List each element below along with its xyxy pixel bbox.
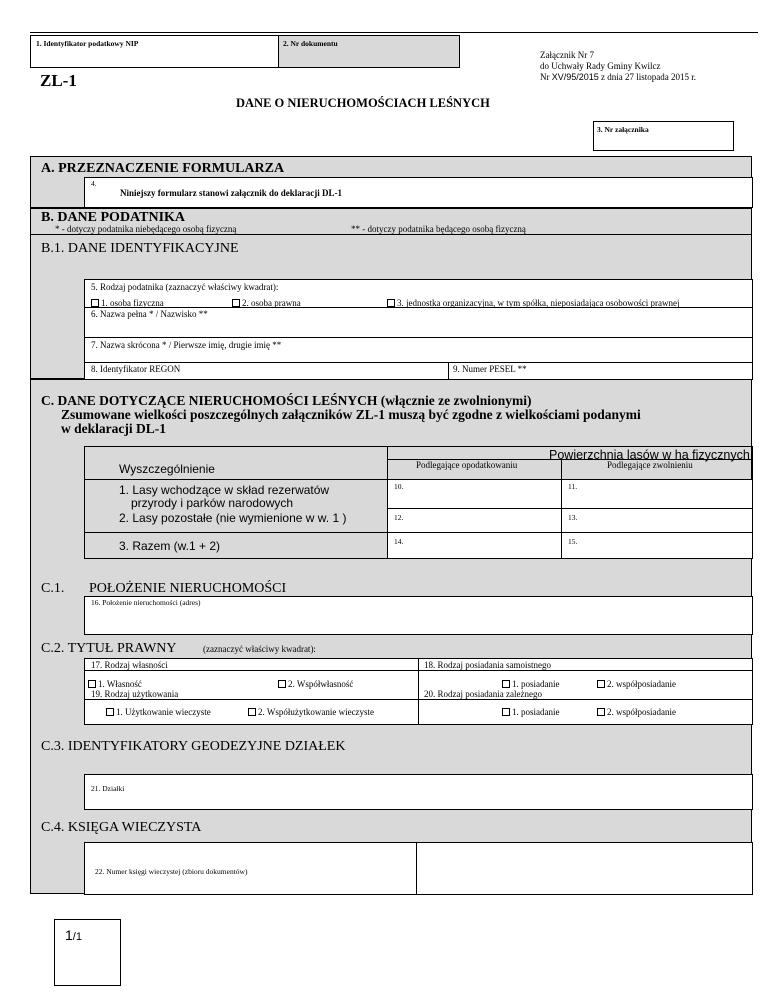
field-13-number: 13. xyxy=(568,513,578,522)
field-8-label: 8. Identyfikator REGON xyxy=(91,364,181,374)
row-3-label: 3. Razem (w.1 + 2) xyxy=(119,539,221,553)
checkbox-icon[interactable] xyxy=(232,299,240,307)
taxpayer-type-option-2[interactable]: 2. osoba prawna xyxy=(232,299,301,308)
land-register-input[interactable] xyxy=(416,842,753,895)
annex-line2: do Uchwały Rady Gminy Kwilcz xyxy=(540,61,661,71)
row-2-label: 2. Lasy pozostałe (nie wymienione w w. 1 ) xyxy=(119,511,347,525)
land-register-field[interactable] xyxy=(84,842,417,895)
field-9-label: 9. Numer PESEL ** xyxy=(453,364,527,374)
property-address-field[interactable] xyxy=(84,596,753,635)
field-4-number: 4. xyxy=(91,179,97,188)
dependent-possession-option-1[interactable]: 1. posiadanie xyxy=(502,708,560,717)
checkbox-icon[interactable] xyxy=(597,680,605,688)
taxable-column-header: Podlegające opodatkowaniu xyxy=(416,460,518,470)
section-b1-title: B.1. DANE IDENTYFIKACYJNE xyxy=(41,241,239,256)
field-12-input[interactable] xyxy=(388,509,561,532)
checkbox-icon[interactable] xyxy=(387,299,395,307)
field-15-number: 15. xyxy=(568,537,578,546)
field-11-number: 11. xyxy=(568,482,578,491)
annex-number: XV/95/2015 xyxy=(551,72,599,82)
page-title: DANE O NIERUCHOMOŚCIACH LEŚNYCH xyxy=(236,96,490,110)
taxpayer-type-option-3[interactable]: 3. jednostka organizacyjna, w tym spółka, nieposiadająca osobowości prawnej xyxy=(387,299,680,308)
forest-area-table xyxy=(84,446,753,559)
section-b xyxy=(30,208,752,379)
attachment-number-label: 3. Nr załącznika xyxy=(597,125,649,134)
section-c2-title: C.2. TYTUŁ PRAWNY xyxy=(41,641,177,656)
legal-person-note: * - dotyczy podatnika niebędącego osobą fizyczną xyxy=(55,224,237,234)
field-14-input[interactable] xyxy=(388,533,561,558)
field-11-input[interactable] xyxy=(562,480,752,508)
field-15-input[interactable] xyxy=(562,533,752,558)
checkbox-icon[interactable] xyxy=(248,708,256,716)
document-number-label: 2. Nr dokumentu xyxy=(283,39,338,48)
annex-line3 xyxy=(540,73,696,82)
checkbox-icon[interactable] xyxy=(502,680,510,688)
checkbox-icon[interactable] xyxy=(278,680,286,688)
checkbox-icon[interactable] xyxy=(91,299,99,307)
field-12-number: 12. xyxy=(394,513,404,522)
document-number-field xyxy=(278,35,460,68)
section-c-subtitle-1: Zsumowane wielkości poszczególnych załączników ZL-1 muszą być zgodne z wielkościami podanymi xyxy=(61,407,641,422)
page-number: 1/1 xyxy=(65,927,82,943)
row-1-label: 1. Lasy wchodzące w skład rezerwatów xyxy=(119,483,330,497)
annex-line1: Załącznik Nr 7 xyxy=(540,50,594,60)
checkbox-icon[interactable] xyxy=(597,708,605,716)
short-name-input[interactable] xyxy=(85,350,752,362)
section-c-title: C. DANE DOTYCZĄCE NIERUCHOMOŚCI LEŚNYCH (włącznie ze zwolnionymi) xyxy=(41,393,532,408)
identification-grid xyxy=(84,279,753,380)
possession-option-1[interactable]: 1. posiadanie xyxy=(502,680,560,689)
annex-date: z dnia 27 listopada 2015 r. xyxy=(601,72,697,82)
checkbox-icon[interactable] xyxy=(502,708,510,716)
taxpayer-type-option-1[interactable]: 1. osoba fizyczna xyxy=(91,299,164,308)
pesel-input[interactable] xyxy=(449,363,752,380)
section-c2-note: (zaznaczyć właściwy kwadrat): xyxy=(203,644,316,654)
exempt-column-header: Podlegające zwolnieniu xyxy=(607,460,693,470)
field-10-input[interactable] xyxy=(388,480,561,508)
field-5-label: 5. Rodzaj podatnika (zaznaczyć właściwy kwadrat): xyxy=(91,282,279,292)
legal-title-grid xyxy=(84,658,753,725)
regon-input[interactable] xyxy=(85,363,448,380)
page-counter xyxy=(54,919,121,986)
field-17-label: 17. Rodzaj własności xyxy=(91,660,168,670)
ownership-option-1[interactable]: 1. Własność xyxy=(88,680,142,689)
section-c xyxy=(30,379,752,894)
annex-nr-prefix: Nr xyxy=(540,72,550,82)
checkbox-icon[interactable] xyxy=(106,708,114,716)
section-a xyxy=(30,156,752,208)
field-7-label: 7. Nazwa skrócona * / Pierwsze imię, drugie imię ** xyxy=(91,340,282,350)
form-code: ZL-1 xyxy=(40,71,77,90)
usage-option-1[interactable]: 1. Użytkowanie wieczyste xyxy=(106,708,211,717)
field-22-label: 22. Numer księgi wieczystej (zbioru dokumentów) xyxy=(95,867,248,876)
field-16-label: 16. Położenie nieruchomości (adres) xyxy=(91,598,201,607)
section-c3-title: C.3. IDENTYFIKATORY GEODEZYJNE DZIAŁEK xyxy=(41,739,346,754)
purpose-field xyxy=(84,177,753,208)
field-14-number: 14. xyxy=(394,537,404,546)
field-10-number: 10. xyxy=(394,482,404,491)
field-6-label: 6. Nazwa pełna * / Nazwisko ** xyxy=(91,309,208,319)
row-1-label-cont: przyrody i parków narodowych xyxy=(131,496,294,510)
section-c-subtitle-2: w deklaracji DL-1 xyxy=(61,421,166,436)
field-19-label: 19. Rodzaj użytkowania xyxy=(91,689,179,699)
possession-option-2[interactable]: 2. współposiadanie xyxy=(597,680,676,689)
full-name-input[interactable] xyxy=(85,320,752,337)
table-col-header: Wyszczególnienie xyxy=(119,462,215,476)
parcels-field[interactable] xyxy=(84,774,753,810)
ownership-option-2[interactable]: 2. Współwłasność xyxy=(278,680,353,689)
table-group-header: Powierzchnia lasów w ha fizycznych xyxy=(549,448,750,462)
section-c1-number: C.1. xyxy=(41,581,65,596)
dependent-possession-option-2[interactable]: 2. współposiadanie xyxy=(597,708,676,717)
section-b-title: B. DANE PODATNIKA xyxy=(41,210,186,225)
nip-label: 1. Identyfikator podatkowy NIP xyxy=(36,39,139,48)
field-21-label: 21. Działki xyxy=(91,784,125,793)
section-c1-title: POŁOŻENIE NIERUCHOMOŚCI xyxy=(89,581,287,596)
field-20-label: 20. Rodzaj posiadania zależnego xyxy=(424,689,542,699)
attachment-number-field[interactable] xyxy=(593,121,734,151)
field-13-input[interactable] xyxy=(562,509,752,532)
checkbox-icon[interactable] xyxy=(88,680,96,688)
section-c4-title: C.4. KSIĘGA WIECZYSTA xyxy=(41,820,202,835)
usage-option-2[interactable]: 2. Współużytkowanie wieczyste xyxy=(248,708,374,717)
nip-field[interactable] xyxy=(30,35,279,68)
section-a-title: A. PRZEZNACZENIE FORMULARZA xyxy=(41,161,285,176)
purpose-text: Niniejszy formularz stanowi załącznik do deklaracji DL-1 xyxy=(120,188,342,198)
natural-person-note: ** - dotyczy podatnika będącego osobą fizyczną xyxy=(351,224,526,234)
field-18-label: 18. Rodzaj posiadania samoistnego xyxy=(424,660,551,670)
